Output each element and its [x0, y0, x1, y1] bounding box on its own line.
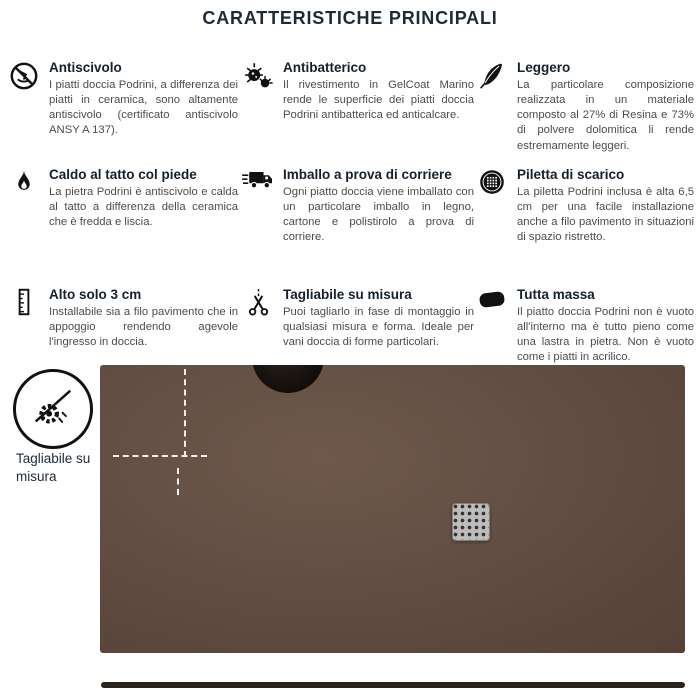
feature-body: La pietra Podrini è antiscivolo e calda al tatto a differenza della ceramica che è fredda e liscia.	[49, 186, 238, 229]
shower-tray-photo	[100, 365, 685, 653]
solid-slab-icon	[476, 287, 508, 311]
feature-tagliabile	[242, 287, 474, 350]
feature-heading: Tutta massa	[517, 287, 595, 302]
drain-grate	[452, 503, 490, 541]
feature-piletta	[476, 167, 694, 246]
feature-body: Puoi tagliarlo in fase di montaggio in qualsiasi misura e forma. Ideale per vani doccia di forme particolari.	[283, 306, 474, 349]
feature-body: La particolare composizione realizzata in un materiale composto al 27% di Resina e 73% di polvere dolomitica li rende estremamente leggeri.	[517, 79, 694, 152]
cut-to-size-badge	[13, 369, 93, 449]
feature-antiscivolo	[8, 60, 238, 139]
feature-body: Il piatto doccia Podrini non è vuoto all'interno ma è tutto pieno come una lastra in pietra. Non è vuoto come i piatti in acrilico.	[517, 306, 694, 364]
feature-alto-3cm	[8, 287, 238, 350]
cut-to-size-badge-label: Tagliabile su misura	[16, 451, 91, 485]
delivery-truck-icon	[242, 167, 274, 192]
cut-line-vertical	[184, 369, 186, 457]
cut-line-horizontal	[113, 455, 207, 457]
feature-heading: Leggero	[517, 60, 571, 75]
feature-heading: Piletta di scarico	[517, 167, 625, 182]
cut-line-vertical-short	[177, 468, 179, 495]
tray-side-profile	[101, 682, 685, 688]
feature-heading: Antibatterico	[283, 60, 367, 75]
drain-icon	[476, 167, 508, 196]
feature-body: La piletta Podrini inclusa è alta 6,5 cm per una facile installazione anche a filo pavimento in situazioni di spazio ristretto.	[517, 186, 694, 244]
feature-body: Il rivestimento in GelCoat Marino rende le superficie dei piatti doccia Podrini antibatterica ed anticalcare.	[283, 79, 474, 122]
feature-leggero	[476, 60, 694, 154]
feature-heading: Antiscivolo	[49, 60, 122, 75]
feature-heading: Caldo al tatto col piede	[49, 167, 197, 182]
scissors-icon	[242, 287, 274, 317]
feather-icon	[476, 60, 508, 89]
feature-heading: Tagliabile su misura	[283, 287, 412, 302]
feature-body: Ogni piatto doccia viene imballato con un particolare imballo in legno, cartone e polistirolo a prova di corriere.	[283, 186, 474, 244]
feature-caldo-al-tatto	[8, 167, 238, 230]
feature-heading: Imballo a prova di corriere	[283, 167, 452, 182]
no-slip-icon	[8, 60, 40, 91]
feature-heading: Alto solo 3 cm	[49, 287, 142, 302]
ruler-icon	[8, 287, 40, 316]
drain-pipe-circle	[252, 365, 324, 393]
page-title: CARATTERISTICHE PRINCIPALI	[202, 8, 498, 28]
feature-body: I piatti doccia Podrini, a differenza dei piatti in ceramica, sono altamente antiscivolo (certificato antiscivolo ANSY A 137).	[49, 79, 238, 137]
circular-saw-icon	[29, 383, 77, 436]
flame-icon	[8, 167, 40, 196]
feature-antibatterico	[242, 60, 474, 123]
feature-body: Installabile sia a filo pavimento che in appoggio rendendo agevole l'ingresso in doccia.	[49, 306, 238, 349]
feature-tutta-massa	[476, 287, 694, 366]
bacteria-icon	[242, 60, 274, 91]
feature-imballo	[242, 167, 474, 246]
